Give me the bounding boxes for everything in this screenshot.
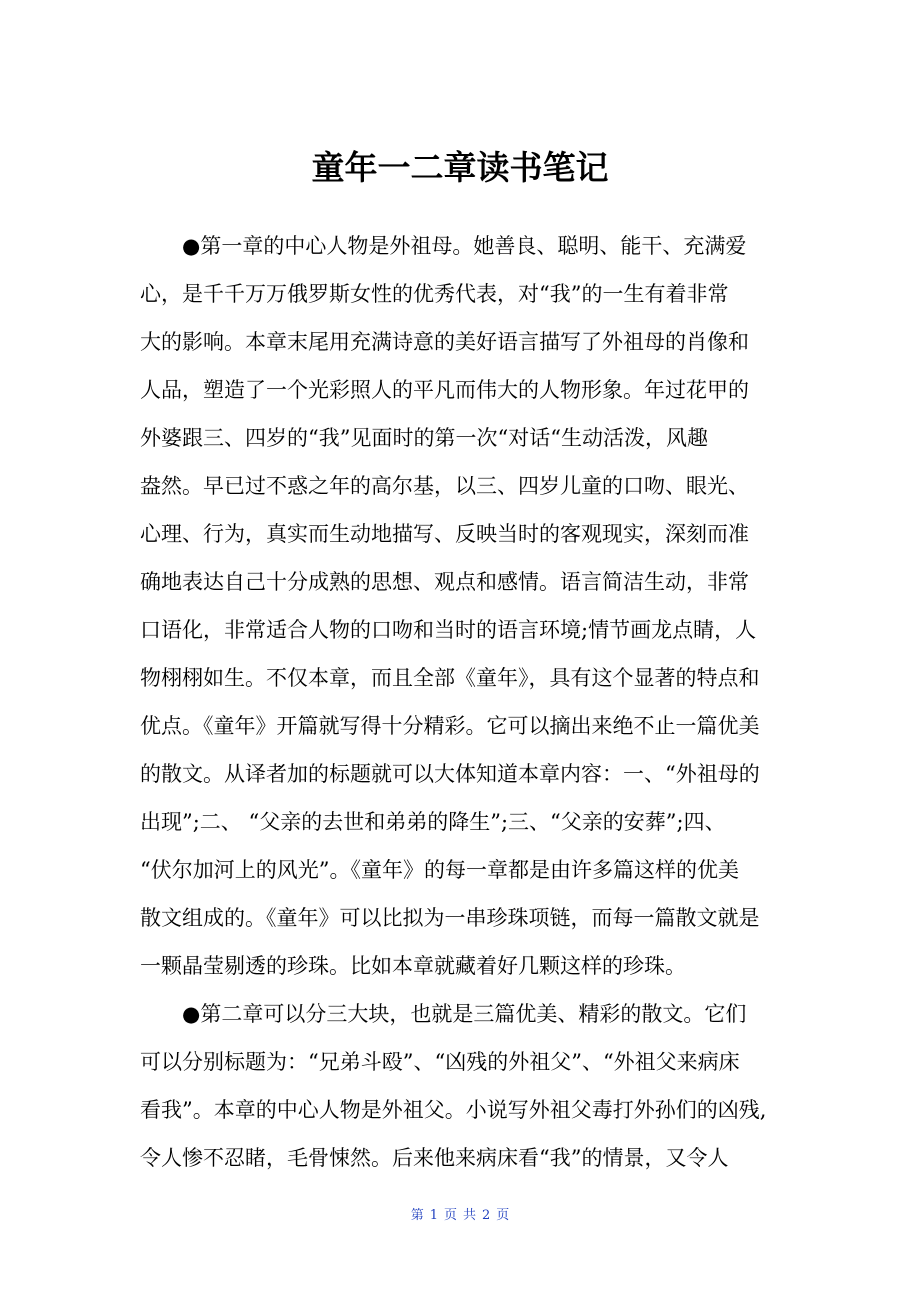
- paragraph-line: 盎然。早已过不惑之年的高尔基，以三、四岁儿童的口吻、眼光、: [140, 474, 749, 498]
- paragraph-line: ●第一章的中心人物是外祖母。她善良、聪明、能干、充满爱: [182, 234, 747, 258]
- footer-total-word: 共: [463, 1208, 477, 1223]
- page-footer: [0, 1206, 920, 1226]
- paragraph-line: 可以分别标题为：“兄弟斗殴”、“凶残的外祖父”、“外祖父来病床: [140, 1050, 740, 1074]
- paragraph-line: 大的影响。本章末尾用充满诗意的美好语言描写了外祖母的肖像和: [140, 330, 749, 354]
- paragraph-2: [140, 994, 780, 1186]
- paragraph-line: 出现”;二、 “父亲的去世和弟弟的降生”;三、“父亲的安葬”;四、: [140, 810, 726, 834]
- paragraph-line: 心理、行为，真实而生动地描写、反映当时的客观现实，深刻而准: [140, 522, 749, 546]
- paragraph-line: 口语化，非常适合人物的口吻和当时的语言环境;情节画龙点睛，人: [140, 618, 757, 642]
- footer-current-page: 1: [429, 1208, 438, 1223]
- paragraph-line: “伏尔加河上的风光”。《童年》的每一章都是由许多篇这样的优美: [140, 858, 739, 882]
- paragraph-line: 物栩栩如生。不仅本章，而且全部《童年》，具有这个显著的特点和: [140, 666, 760, 690]
- paragraph-line: 的散文。从译者加的标题就可以大体知道本章内容：一、“外祖母的: [140, 762, 760, 786]
- footer-page-word: 页: [443, 1208, 457, 1223]
- document-body: [140, 226, 780, 1186]
- paragraph-line: 人品，塑造了一个光彩照人的平凡而伟大的人物形象。年过花甲的: [140, 378, 749, 402]
- paragraph-line: 散文组成的。《童年》可以比拟为一串珍珠项链，而每一篇散文就是: [140, 906, 760, 930]
- paragraph-1: [140, 226, 780, 994]
- footer-total-pages: 2: [482, 1208, 491, 1223]
- footer-suffix: 页: [496, 1208, 510, 1223]
- paragraph-line: 确地表达自己十分成熟的思想、观点和感情。语言简洁生动，非常: [140, 570, 749, 594]
- paragraph-line: 一颗晶莹剔透的珍珠。比如本章就藏着好几颗这样的珍珠。: [140, 954, 686, 978]
- footer-prefix: 第: [410, 1208, 424, 1223]
- paragraph-line: 优点。《童年》开篇就写得十分精彩。它可以摘出来绝不止一篇优美: [140, 714, 760, 738]
- paragraph-line: 令人惨不忍睹，毛骨悚然。后来他来病床看“我”的情景，又令人: [140, 1146, 729, 1170]
- paragraph-line: 看我”。本章的中心人物是外祖父。小说写外祖父毒打外孙们的凶残,: [140, 1098, 767, 1122]
- paragraph-line: ●第二章可以分三大块，也就是三篇优美、精彩的散文。它们: [182, 1002, 747, 1026]
- paragraph-line: 外婆跟三、四岁的“我”见面时的第一次“对话“生动活泼，风趣: [140, 426, 708, 450]
- document-title: 童年一二章读书笔记: [311, 148, 609, 187]
- paragraph-line: 心，是千千万万俄罗斯女性的优秀代表，对“我”的一生有着非常: [140, 282, 729, 306]
